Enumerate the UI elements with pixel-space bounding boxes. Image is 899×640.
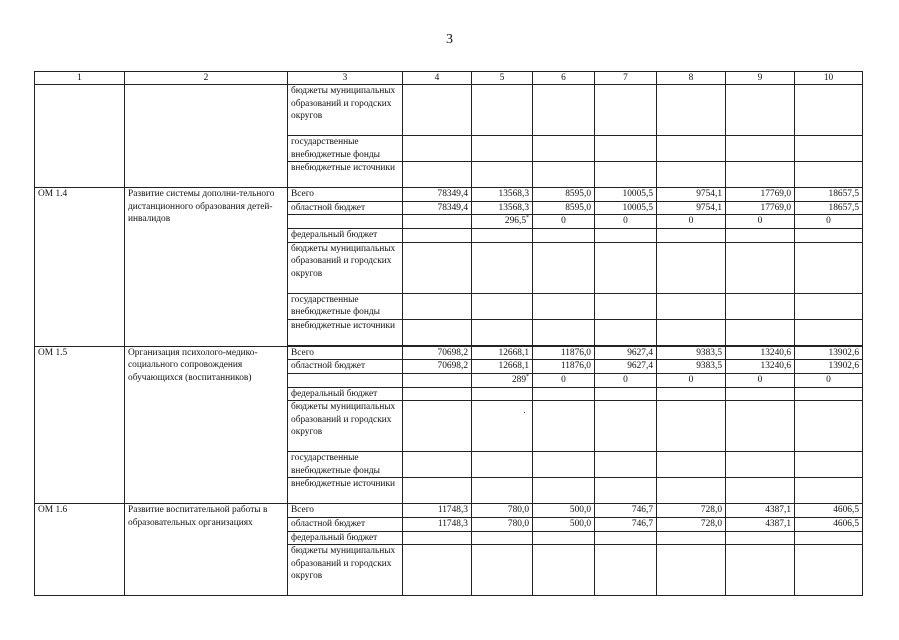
value-cell: 70698,2 [403,346,472,360]
value-cell: 8595,0 [533,201,595,215]
value-cell: 13568,3 [472,201,533,215]
value-cell: 0 [657,215,726,229]
column-header: 3 [288,72,403,85]
federal-value: 296,5 [504,216,526,227]
federal-value: 289 [511,374,526,385]
column-header: 7 [595,72,657,85]
value-cell: 11748,3 [403,517,472,531]
value-cell: 0 [595,373,657,387]
column-header: 6 [533,72,595,85]
measure-code: ОМ 1.6 [35,504,125,596]
value-cell: 4387,1 [726,504,795,518]
source-label: государственные внебюджетные фонды [288,136,403,162]
measure-title: Развитие воспитательной работы в образовательных организациях [125,504,288,596]
header-row [35,72,863,85]
value-cell: 728,0 [657,504,726,518]
table-row [35,346,863,360]
value-cell: 11876,0 [533,346,595,360]
value-cell: 746,7 [595,517,657,531]
value-cell: 13240,6 [726,360,795,374]
source-label: внебюджетные источники [288,162,403,188]
value-cell [472,373,533,387]
source-label: внебюджетные источники [288,478,403,504]
value-cell: 0 [795,215,863,229]
table-row [35,188,863,202]
value-cell: 9754,1 [657,188,726,202]
value-cell: 4606,5 [795,517,863,531]
value-cell: 8595,0 [533,188,595,202]
value-cell: 0 [726,215,795,229]
measure-code: ОМ 1.4 [35,188,125,347]
table-row [35,85,863,136]
source-label: бюджеты муниципальных образований и городских округов [288,401,403,452]
column-header: 8 [657,72,726,85]
value-cell: 70698,2 [403,360,472,374]
value-cell [403,373,472,387]
source-label: областной бюджет [288,360,403,374]
column-header: 5 [472,72,533,85]
value-cell: 18657,5 [795,188,863,202]
value-cell: 0 [533,215,595,229]
column-header: 9 [726,72,795,85]
measure-code: ОМ 1.5 [35,346,125,504]
source-label: бюджеты муниципальных образований и городских округов [288,545,403,596]
value-cell: 780,0 [472,517,533,531]
value-cell: 9754,1 [657,201,726,215]
source-label: Всего [288,346,403,360]
value-cell: 728,0 [657,517,726,531]
source-label: федеральный бюджет [288,228,403,242]
value-cell: 17769,0 [726,188,795,202]
page-number: 3 [446,32,453,47]
table-row [35,504,863,518]
value-cell: 500,0 [533,504,595,518]
source-label: государственные внебюджетные фонды [288,293,403,319]
value-cell: 12668,1 [472,360,533,374]
footnote-mark: * [526,373,529,380]
source-label: федеральный бюджет [288,387,403,401]
measure-title: Организация психолого-медико-социального сопровождения обучающихся (воспитанников) [125,346,288,504]
value-cell: 17769,0 [726,201,795,215]
budget-table [34,71,863,596]
scan-speck [524,412,525,413]
value-cell: 13902,6 [795,346,863,360]
source-label: областной бюджет [288,517,403,531]
value-cell: 11876,0 [533,360,595,374]
value-cell: 13240,6 [726,346,795,360]
source-label: Всего [288,504,403,518]
value-cell: 9627,4 [595,346,657,360]
source-label: Всего [288,188,403,202]
value-cell [472,215,533,229]
value-cell: 4606,5 [795,504,863,518]
value-cell: 12668,1 [472,346,533,360]
source-label: федеральный бюджет [288,531,403,545]
source-label: областной бюджет [288,201,403,215]
value-cell: 10005,5 [595,201,657,215]
value-cell: 13568,3 [472,188,533,202]
value-cell: 9383,5 [657,346,726,360]
value-cell [403,215,472,229]
value-cell: 0 [726,373,795,387]
source-label: внебюджетные источники [288,319,403,345]
footnote-mark: * [526,215,529,222]
value-cell: 780,0 [472,504,533,518]
source-label: государственные внебюджетные фонды [288,452,403,478]
source-label: бюджеты муниципальных образований и городских округов [288,242,403,293]
value-cell: 78349,4 [403,201,472,215]
value-cell: 13902,6 [795,360,863,374]
value-cell: 0 [657,373,726,387]
value-cell: 78349,4 [403,188,472,202]
source-label: бюджеты муниципальных образований и городских округов [288,85,403,136]
value-cell: 10005,5 [595,188,657,202]
column-header: 10 [795,72,863,85]
value-cell: 4387,1 [726,517,795,531]
value-cell: 0 [795,373,863,387]
value-cell: 9627,4 [595,360,657,374]
column-header: 1 [35,72,125,85]
column-header: 4 [403,72,472,85]
value-cell: 11748,3 [403,504,472,518]
column-header: 2 [125,72,288,85]
value-cell: 500,0 [533,517,595,531]
value-cell: 0 [595,215,657,229]
value-cell: 9383,5 [657,360,726,374]
value-cell: 18657,5 [795,201,863,215]
value-cell: 746,7 [595,504,657,518]
measure-title: Развитие системы дополни-тельного дистанционного образования детей-инвалидов [125,188,288,347]
value-cell: 0 [533,373,595,387]
